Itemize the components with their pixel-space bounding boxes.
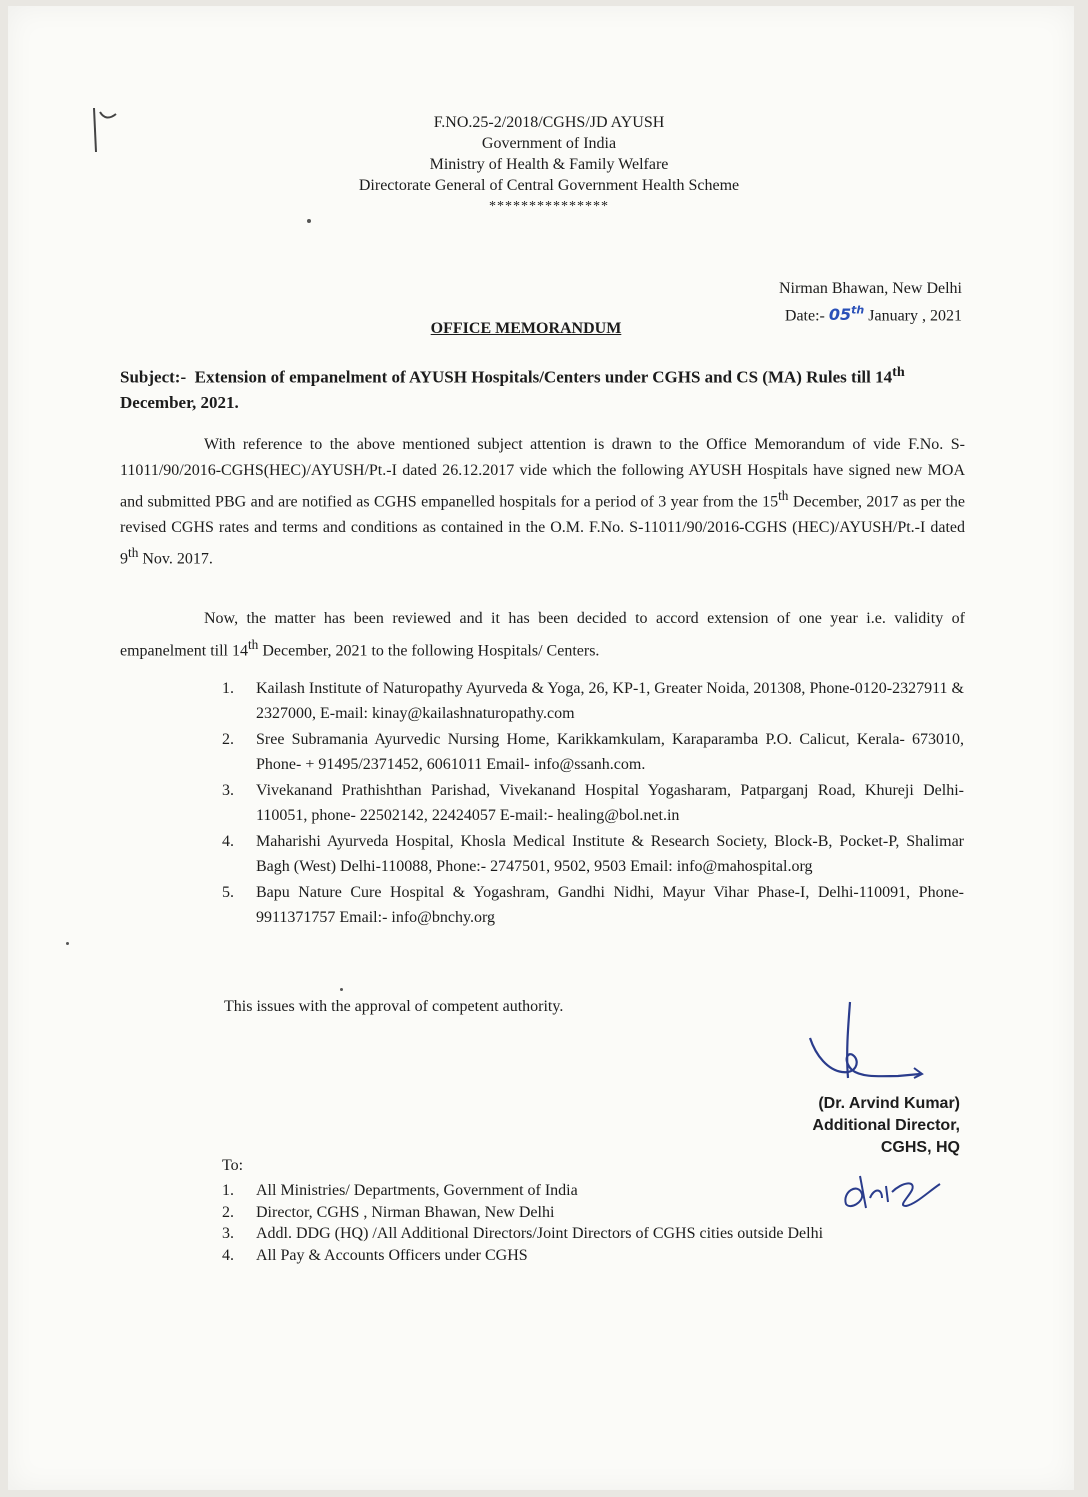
speck [307,219,311,223]
memo-title-wrap [0,320,1088,338]
para1-a: With reference to the above mentioned subject attention is drawn to the Office Memorandum of vide F.No. S-11011/90/2016-CGHS(HEC)/AYUSH/Pt.-I dated 26.12.2017 vide which the following AYUSH Hospitals have signed new MOA and submitted PBG and are notified as CGHS empanelled hospitals for a period of 3 year from the 15 [120,436,965,511]
list-item [222,1223,982,1245]
list-item [222,778,964,828]
stars-divider: *************** [489,199,609,214]
directorate-line: Directorate General of Central Government Health Scheme [358,177,740,194]
para2-sup: th [247,636,259,652]
list-item [222,676,964,726]
list-item [222,829,964,879]
list-text: Bapu Nature Cure Hospital & Yogashram, Gandhi Nidhi, Mayur Vihar Phase-I, Delhi-110091, Phone- 9911371757 Email:- info@bnchy.org [256,884,964,926]
signature-icon [802,998,932,1088]
list-number: 3. [222,1225,234,1243]
list-number: 1. [222,1182,234,1199]
list-number: 4. [222,1246,234,1264]
list-item [222,1245,982,1267]
list-item [222,880,964,930]
list-number: 2. [222,1203,234,1221]
para2-b: December, 2021 to the following Hospitals/ Centers. [258,641,600,659]
signatory-title: Additional Director, [812,1117,960,1134]
list-text: All Ministries/ Departments, Government of India [256,1182,578,1199]
signatory-block [812,1093,960,1159]
para1-sup1: th [778,488,789,503]
date-day: 05 [828,305,852,325]
para2-a: Now, the matter has been reviewed and it has been decided to accord extension of one year i.e. validity of empanelment till 14 [120,610,965,659]
list-text: Vivekanand Prathishthan Parishad, Vivekanand Hospital Yogasharam, Patparganj Road, Khureji Delhi-110051, phone- 22502142, 22424057 E-mail:- healing@bol.net.in [256,782,964,824]
list-number: 5. [222,884,234,901]
to-label: To: [222,1157,244,1174]
paragraph-1 [120,432,965,572]
approval-line: This issues with the approval of competent authority. [224,998,564,1015]
memo-title: OFFICE MEMORANDUM [430,320,622,337]
place: Nirman Bhawan, New Delhi [778,280,962,297]
subject-label: Subject:- [120,367,187,387]
initials-signature-icon [836,1162,946,1222]
list-text: Sree Subramania Ayurvedic Nursing Home, Karikkamkulam, Karaparamba P.O. Calicut, Kerala- 673010, Phone- + 91495/2371452, 6061011 Email- info@ssanh.com. [256,731,964,773]
subject-line [120,360,970,415]
signatory-name: (Dr. Arvind Kumar) [818,1095,960,1112]
list-number: 4. [222,833,234,850]
signatory-office: CGHS, HQ [880,1139,960,1156]
list-number: 1. [222,680,234,697]
subject-text-b: December, 2021. [120,392,239,412]
list-text: Kailash Institute of Naturopathy Ayurveda & Yoga, 26, KP-1, Greater Noida, 201308, Phone-0120-2327911 & 2327000, E-mail: kinay@kailashnaturopathy.com [256,680,964,722]
speck [340,988,343,991]
list-text: Addl. DDG (HQ) /All Additional Directors/Joint Directors of CGHS cities outside Delhi [256,1225,824,1243]
list-number: 3. [222,782,234,799]
speck [66,942,69,945]
para1-c: Nov. 2017. [138,550,213,568]
list-text: Director, CGHS , Nirman Bhawan, New Delhi [256,1203,555,1221]
para1-b: December, 2017 as per the revised CGHS rates and terms and conditions as contained in the O.M. F.No. S-11011/90/2016-CGHS (HEC)/AYUSH/Pt.-I dated 9 [120,493,965,568]
list-text: All Pay & Accounts Officers under CGHS [256,1246,528,1264]
list-text: Maharishi Ayurveda Hospital, Khosla Medical Institute & Research Society, Block-B, Pocket-P, Shalimar Bagh (West) Delhi-110088, Phone:- 2747501, 9502, 9503 Email: info@mahospital.org [256,833,964,875]
date-prefix: Date:- [784,307,825,325]
ministry-line: Ministry of Health & Family Welfare [429,156,669,173]
list-number: 2. [222,731,234,748]
file-number: F.NO.25-2/2018/CGHS/JD AYUSH [433,114,665,131]
subject-text-a: Extension of empanelment of AYUSH Hospitals/Centers under CGHS and CS (MA) Rules till 14 [194,367,893,387]
list-item [222,727,964,777]
hospital-list [222,676,964,931]
date-suffix: th [851,304,865,317]
govt-line: Government of India [481,135,617,152]
date-rest: January , 2021 [868,307,962,325]
paragraph-2 [120,606,965,663]
subject-sup: th [892,364,905,380]
para1-sup2: th [128,545,139,561]
letterhead [0,112,1088,217]
